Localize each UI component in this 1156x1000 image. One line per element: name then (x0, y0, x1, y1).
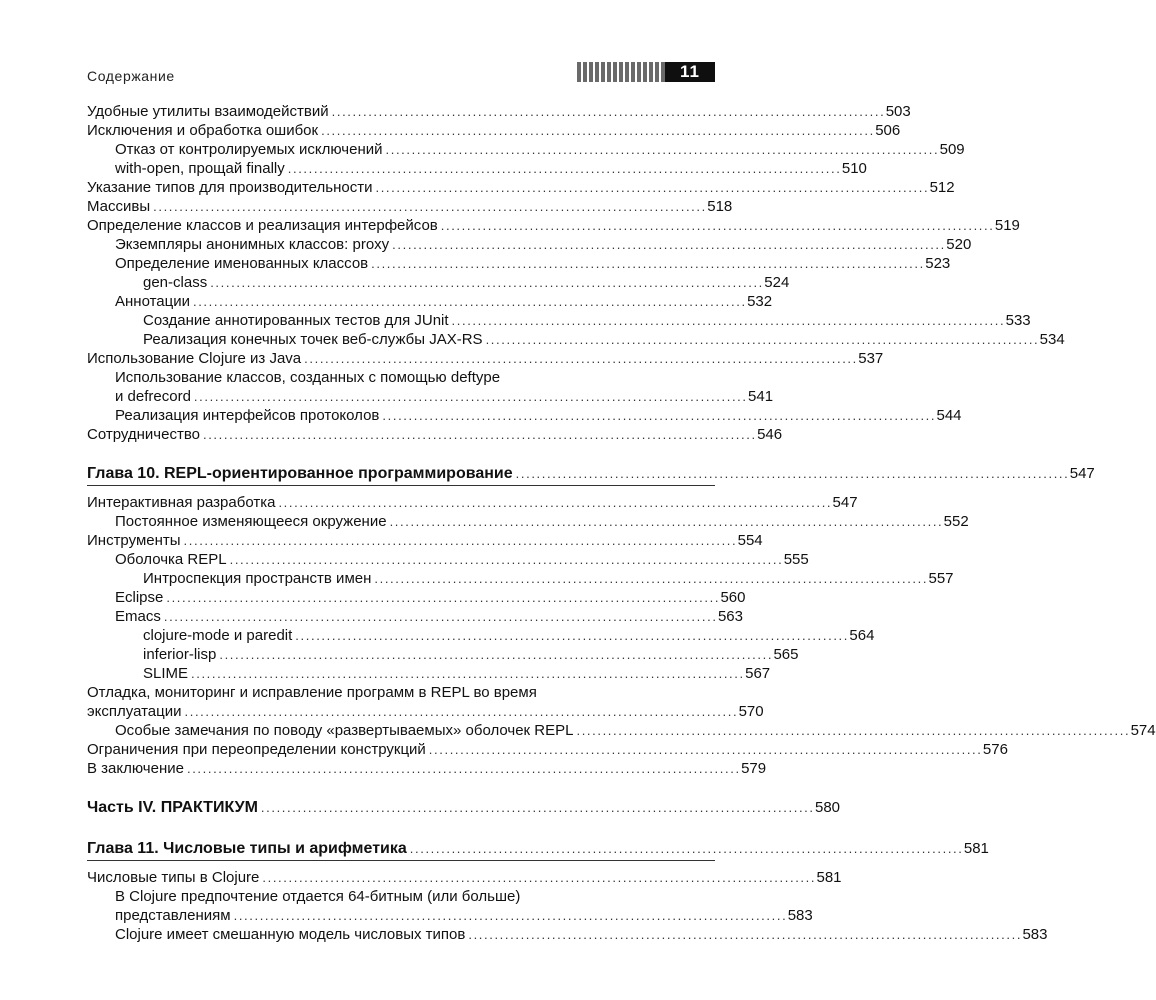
toc-entry[interactable]: Экземпляры анонимных классов: proxy . . . 520 (87, 235, 715, 254)
chapter-heading[interactable]: Глава 11. Числовые типы и арифметика . . . 581 (87, 838, 715, 860)
toc-entry[interactable]: Особые замечания по поводу «развертываемых» оболочек REPL . . . 574 (87, 721, 715, 740)
toc-entry[interactable]: with-open, прощай finally . . . 510 (87, 159, 715, 178)
toc-entry[interactable]: inferior-lisp . . . 565 (87, 645, 715, 664)
toc-entry[interactable]: Создание аннотированных тестов для JUnit . . . 533 (87, 311, 715, 330)
toc-entry[interactable]: Указание типов для производительности . . . 512 (87, 178, 715, 197)
running-header-title: Содержание (87, 68, 175, 84)
toc-entry[interactable]: Ограничения при переопределении конструкций . . . 576 (87, 740, 715, 759)
toc-entry[interactable]: и defrecord . . . 541 (87, 387, 715, 406)
toc-entry[interactable]: Реализация интерфейсов протоколов . . . 544 (87, 406, 715, 425)
section-gap (87, 486, 715, 493)
toc-entry[interactable]: Инструменты . . . 554 (87, 531, 715, 550)
toc-entry[interactable]: SLIME . . . 567 (87, 664, 715, 683)
toc-entry[interactable]: clojure-mode и paredit . . . 564 (87, 626, 715, 645)
toc-entry[interactable]: В заключение . . . 579 (87, 759, 715, 778)
toc-entry[interactable]: Определение классов и реализация интерфейсов . . . 519 (87, 216, 715, 235)
section-gap (87, 819, 715, 838)
page-header (0, 0, 800, 100)
toc-entry[interactable]: Сотрудничество . . . 546 (87, 425, 715, 444)
toc-entry[interactable]: представлениям . . . 583 (87, 906, 715, 925)
toc-entry[interactable]: Аннотации . . . 532 (87, 292, 715, 311)
toc-entry[interactable]: Постоянное изменяющееся окружение . . . 552 (87, 512, 715, 531)
section-gap (87, 778, 715, 797)
toc-entry[interactable]: Исключения и обработка ошибок . . . 506 (87, 121, 715, 140)
toc-entry[interactable]: Удобные утилиты взаимодействий . . . 503 (87, 102, 715, 121)
toc-entry[interactable]: Определение именованных классов . . . 523 (87, 254, 715, 273)
toc-entry[interactable]: Отказ от контролируемых исключений . . . 509 (87, 140, 715, 159)
part-heading[interactable]: Часть IV. ПРАКТИКУМ . . . 580 (87, 797, 715, 819)
toc-entry[interactable]: Реализация конечных точек веб-службы JAX-RS . . . 534 (87, 330, 715, 349)
toc-entry[interactable]: Оболочка REPL . . . 555 (87, 550, 715, 569)
toc-entry-line1[interactable]: Использование классов, созданных с помощью deftype (115, 369, 501, 386)
toc-entry[interactable]: Emacs . . . 563 (87, 607, 715, 626)
toc-entry[interactable]: Использование Clojure из Java . . . 537 (87, 349, 715, 368)
toc-entry-line1[interactable]: В Clojure предпочтение отдается 64-битным (или больше) (115, 888, 521, 905)
toc-entry[interactable]: Eclipse . . . 560 (87, 588, 715, 607)
page-number: 11 (665, 62, 715, 82)
toc-entry[interactable]: Интроспекция пространств имен . . . 557 (87, 569, 715, 588)
section-gap (87, 861, 715, 868)
chapter-heading[interactable]: Глава 10. REPL-ориентированное программирование . . . 547 (87, 463, 715, 485)
header-stripe-decoration (577, 62, 665, 82)
toc-entry[interactable]: Clojure имеет смешанную модель числовых типов . . . 583 (87, 925, 715, 944)
section-gap (87, 444, 715, 463)
toc-entry[interactable]: Числовые типы в Clojure . . . 581 (87, 868, 715, 887)
table-of-contents (87, 102, 1156, 944)
toc-entry[interactable]: Интерактивная разработка . . . 547 (87, 493, 715, 512)
toc-entry[interactable]: Массивы . . . 518 (87, 197, 715, 216)
toc-entry[interactable]: gen-class . . . 524 (87, 273, 715, 292)
toc-entry[interactable]: эксплуатации . . . 570 (87, 702, 715, 721)
toc-entry-line1[interactable]: Отладка, мониторинг и исправление программ в REPL во время (87, 684, 537, 701)
